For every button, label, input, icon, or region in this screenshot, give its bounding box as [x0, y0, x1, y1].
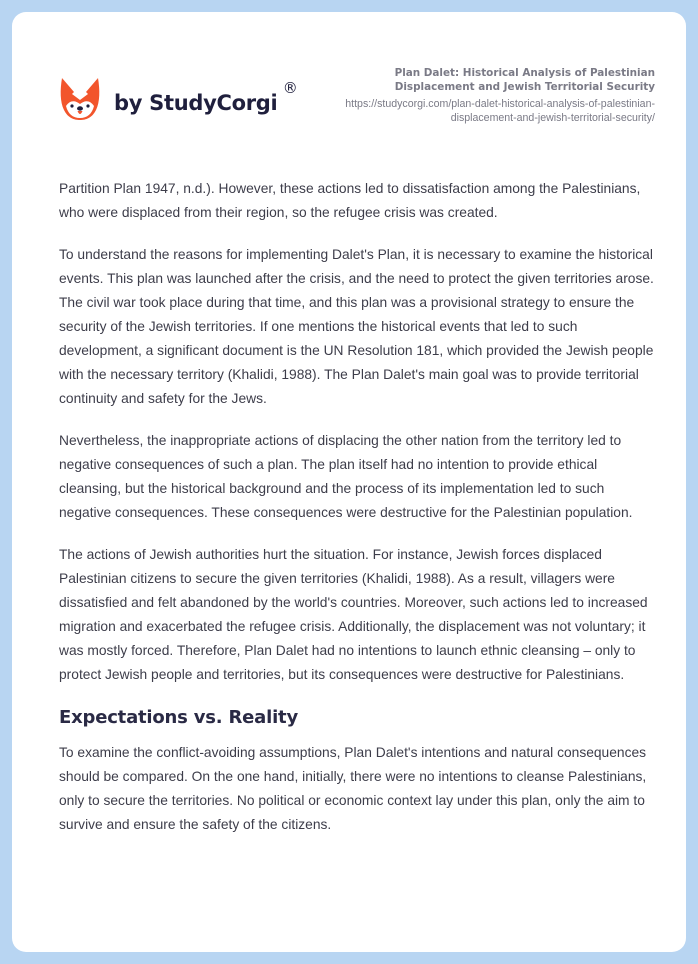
registered-mark: ®: [282, 79, 298, 97]
document-title: Plan Dalet: Historical Analysis of Palestinian Displacement and Jewish Territorial Security: [394, 67, 655, 93]
document-body: [59, 177, 659, 855]
corgi-logo-icon: [60, 76, 100, 122]
document-meta: [325, 66, 655, 125]
paragraph: Partition Plan 1947, n.d.). However, these actions led to dissatisfaction among the Palestinians, who were displaced from their region, so the refugee crisis was created.: [59, 181, 641, 220]
document-page: [12, 12, 686, 952]
paragraph: Nevertheless, the inappropriate actions of displacing the other nation from the territory led to negative consequences of such a plan. The plan itself had no intention to provide ethical cleansing, but the historical background and the process of its implementation led to such negative consequences. These consequences were destructive for the Palestinian population.: [59, 433, 633, 520]
page-header: [12, 12, 686, 152]
studycorgi-logo[interactable]: [60, 76, 298, 122]
paragraph: To understand the reasons for implementing Dalet's Plan, it is necessary to examine the historical events. This plan was launched after the crisis, and the need to protect the given territories arose. The civil war took place during that time, and this plan was a provisional strategy to ensure the security of the Jewish territories. If one mentions the historical events that led to such development, a significant document is the UN Resolution 181, which provided the Jewish people with the necessary territory (Khalidi, 1988). The Plan Dalet's main goal was to provide territorial continuity and safety for the Jews.: [59, 247, 654, 406]
section-heading: Expectations vs. Reality: [59, 707, 298, 728]
brand-name: by StudyCorgi ®: [114, 79, 298, 115]
paragraph: The actions of Jewish authorities hurt the situation. For instance, Jewish forces displaced Palestinian citizens to secure the given territories (Khalidi, 1988). As a result, villagers were dissatisfied and felt abandoned by the world's countries. Moreover, such actions led to increased migration and exacerbated the refugee crisis. Additionally, the displacement was not voluntary; it was mostly forced. Therefore, Plan Dalet had no intentions to launch ethnic cleansing – only to protect Jewish people and territories, but its consequences were destructive for Palestinians.: [59, 547, 648, 682]
document-url[interactable]: https://studycorgi.com/plan-dalet-historical-analysis-of-palestinian-displacement-and-jewish-territorial-security/: [345, 98, 655, 124]
paragraph: To examine the conflict-avoiding assumptions, Plan Dalet's intentions and natural consequences should be compared. On the one hand, initially, there were no intentions to cleanse Palestinians, only to secure the territories. No political or economic context lay under this plan, only the aim to survive and ensure the safety of the citizens.: [59, 745, 647, 832]
